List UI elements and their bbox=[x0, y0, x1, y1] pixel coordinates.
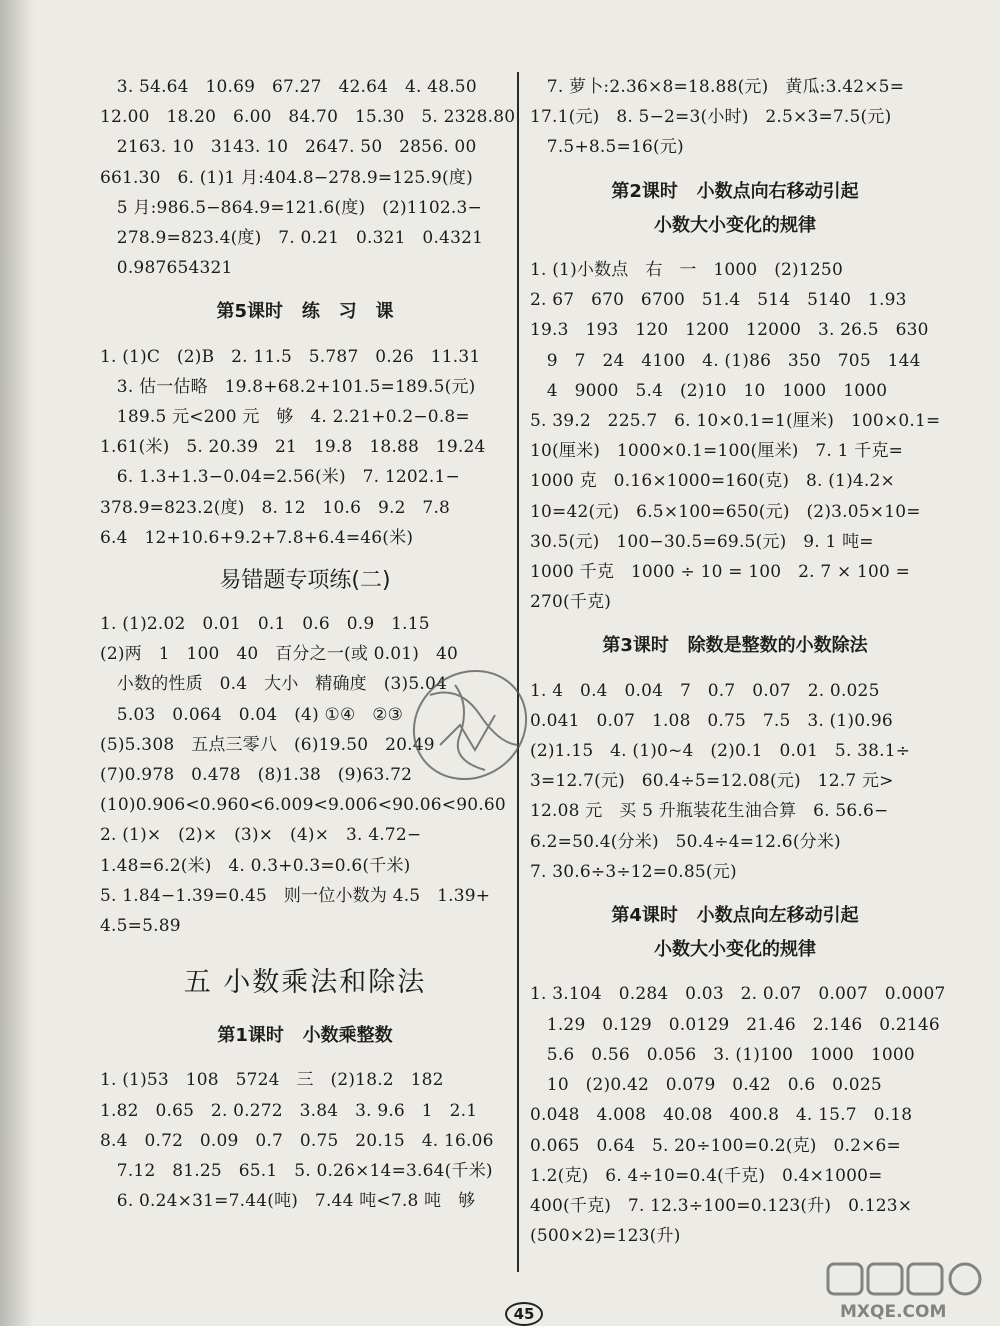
answer-line: 2. (1)× (2)× (3)× (4)× 3. 4.72− bbox=[100, 825, 422, 846]
answer-line: 7.5+8.5=16(元) bbox=[530, 137, 684, 158]
answer-line: 17.1(元) 8. 5−2=3(小时) 2.5×3=7.5(元) bbox=[530, 107, 892, 128]
answer-line: 1. (1)53 108 5724 三 (2)18.2 182 bbox=[100, 1070, 444, 1091]
answer-line: 0.065 0.64 5. 20÷100=0.2(克) 0.2×6= bbox=[530, 1135, 901, 1156]
right-column bbox=[530, 72, 946, 1251]
answer-line: 6.4 12+10.6+9.2+7.8+6.4=46(米) bbox=[100, 527, 414, 548]
answer-line: 3=12.7(元) 60.4÷5=12.08(元) 12.7 元> bbox=[530, 771, 894, 792]
lesson-heading: 第3课时 除数是整数的小数除法 bbox=[602, 635, 868, 657]
answer-line: 1. 4 0.4 0.04 7 0.7 0.07 2. 0.025 bbox=[530, 680, 880, 701]
answer-line: (10)0.906<0.960<6.009<9.006<90.06<90.60 bbox=[100, 795, 506, 816]
answer-line: 1. 3.104 0.284 0.03 2. 0.07 0.007 0.0007 bbox=[530, 984, 946, 1005]
handwritten-stamp bbox=[400, 655, 540, 795]
answer-line: 19.3 193 120 1200 12000 3. 26.5 630 bbox=[530, 320, 929, 341]
site-watermark-logo bbox=[820, 1262, 996, 1322]
answer-line: 7. 萝卜:2.36×8=18.88(元) 黄瓜:3.42×5= bbox=[530, 77, 905, 97]
answer-line: (2)两 1 100 40 百分之一(或 0.01) 40 bbox=[100, 644, 458, 665]
answer-line: 5.6 0.56 0.056 3. (1)100 1000 1000 bbox=[530, 1044, 915, 1065]
lesson-heading: 第4课时 小数点向左移动引起 bbox=[611, 905, 859, 927]
answer-line: 278.9=823.4(度) 7. 0.21 0.321 0.4321 bbox=[100, 228, 484, 249]
answer-line: 5. 39.2 225.7 6. 10×0.1=1(厘米) 100×0.1= bbox=[530, 411, 941, 432]
book-spine bbox=[0, 0, 34, 1326]
answer-line: 5.03 0.064 0.04 (4) ①④ ②③ bbox=[100, 704, 404, 725]
answer-line: 5 月:986.5−864.9=121.6(度) (2)1102.3− bbox=[100, 197, 482, 218]
answer-line: 661.30 6. (1)1 月:404.8−278.9=125.9(度) bbox=[100, 167, 473, 188]
answer-line: 1.61(米) 5. 20.39 21 19.8 18.88 19.24 bbox=[100, 437, 486, 458]
answer-line: 1.2(克) 6. 4÷10=0.4(千克) 0.4×1000= bbox=[530, 1165, 883, 1186]
answer-line: 1.29 0.129 0.0129 21.46 2.146 0.2146 bbox=[530, 1014, 940, 1035]
lesson-heading-subtitle: 小数大小变化的规律 bbox=[654, 939, 816, 961]
answer-line: 10=42(元) 6.5×100=650(元) (2)3.05×10= bbox=[530, 501, 921, 522]
answer-line: 1. (1)小数点 右 一 1000 (2)1250 bbox=[530, 260, 843, 281]
answer-line: 10(厘米) 1000×0.1=100(厘米) 7. 1 千克= bbox=[530, 441, 904, 462]
answer-line: 3. 54.64 10.69 67.27 42.64 4. 48.50 bbox=[100, 77, 477, 97]
answer-line: 12.08 元 买 5 升瓶装花生油合算 6. 56.6− bbox=[530, 801, 889, 822]
answer-line: 1. (1)2.02 0.01 0.1 0.6 0.9 1.15 bbox=[100, 614, 430, 635]
answer-line: 小数的性质 0.4 大小 精确度 (3)5.04 bbox=[100, 674, 448, 695]
answer-line: 1.82 0.65 2. 0.272 3.84 3. 9.6 1 2.1 bbox=[100, 1100, 478, 1121]
answer-line: 1000 千克 1000 ÷ 10 = 100 2. 7 × 100 = bbox=[530, 562, 911, 583]
svg-text:MXQE.COM: MXQE.COM bbox=[840, 1302, 947, 1322]
answer-line: 270(千克) bbox=[530, 592, 612, 613]
answer-line: (500×2)=123(升) bbox=[530, 1226, 681, 1247]
lesson-heading-subtitle: 小数大小变化的规律 bbox=[654, 214, 816, 236]
lesson-heading: 第5课时 练 习 课 bbox=[216, 301, 394, 323]
answer-line: 10 (2)0.42 0.079 0.42 0.6 0.025 bbox=[530, 1075, 882, 1096]
answer-line: 4 9000 5.4 (2)10 10 1000 1000 bbox=[530, 380, 888, 401]
answer-line: 8.4 0.72 0.09 0.7 0.75 20.15 4. 16.06 bbox=[100, 1130, 494, 1151]
answer-line: 7.12 81.25 65.1 5. 0.26×14=3.64(千米) bbox=[100, 1161, 493, 1182]
answer-line: 6. 0.24×31=7.44(吨) 7.44 吨<7.8 吨 够 bbox=[100, 1191, 476, 1212]
answer-line: 9 7 24 4100 4. (1)86 350 705 144 bbox=[530, 350, 921, 371]
section-title: 易错题专项练(二) bbox=[219, 568, 391, 594]
answer-line: 7. 30.6÷3÷12=0.85(元) bbox=[530, 861, 737, 882]
answer-line: 5. 1.84−1.39=0.45 则一位小数为 4.5 1.39+ bbox=[100, 885, 491, 906]
answer-line: 2163. 10 3143. 10 2647. 50 2856. 00 bbox=[100, 137, 477, 158]
left-column bbox=[100, 72, 516, 1217]
answer-line: 1000 克 0.16×1000=160(克) 8. (1)4.2× bbox=[530, 471, 895, 492]
answer-line: 3. 估一估略 19.8+68.2+101.5=189.5(元) bbox=[100, 376, 476, 397]
lesson-heading: 第1课时 小数乘整数 bbox=[217, 1025, 393, 1047]
answer-line: 1.48=6.2(米) 4. 0.3+0.3=0.6(千米) bbox=[100, 855, 411, 876]
answer-line: 0.987654321 bbox=[100, 258, 233, 279]
answer-line: 378.9=823.2(度) 8. 12 10.6 9.2 7.8 bbox=[100, 497, 451, 518]
answer-line: 6. 1.3+1.3−0.04=2.56(米) 7. 1202.1− bbox=[100, 467, 460, 488]
answer-line: 2. 67 670 6700 51.4 514 5140 1.93 bbox=[530, 290, 907, 311]
answer-line: 400(千克) 7. 12.3÷100=0.123(升) 0.123× bbox=[530, 1195, 913, 1216]
answer-line: (2)1.15 4. (1)0~4 (2)0.1 0.01 5. 38.1÷ bbox=[530, 741, 911, 762]
page-number: 45 bbox=[505, 1302, 543, 1326]
answer-line: 189.5 元<200 元 够 4. 2.21+0.2−0.8= bbox=[100, 407, 470, 428]
answer-line: 0.041 0.07 1.08 0.75 7.5 3. (1)0.96 bbox=[530, 710, 893, 731]
chapter-title: 五 小数乘法和除法 bbox=[183, 967, 427, 999]
answer-line: 0.048 4.008 40.08 400.8 4. 15.7 0.18 bbox=[530, 1105, 913, 1126]
answer-line: 6.2=50.4(分米) 50.4÷4=12.6(分米) bbox=[530, 831, 841, 852]
answer-line: (7)0.978 0.478 (8)1.38 (9)63.72 bbox=[100, 765, 413, 786]
lesson-heading: 第2课时 小数点向右移动引起 bbox=[611, 180, 859, 202]
answer-line: 12.00 18.20 6.00 84.70 15.30 5. 2328.80 bbox=[100, 107, 516, 128]
answer-line: 30.5(元) 100−30.5=69.5(元) 9. 1 吨= bbox=[530, 531, 874, 552]
answer-line: (5)5.308 五点三零八 (6)19.50 20.49 bbox=[100, 734, 435, 755]
answer-line: 1. (1)C (2)B 2. 11.5 5.787 0.26 11.31 bbox=[100, 346, 481, 367]
answer-line: 4.5=5.89 bbox=[100, 916, 181, 937]
